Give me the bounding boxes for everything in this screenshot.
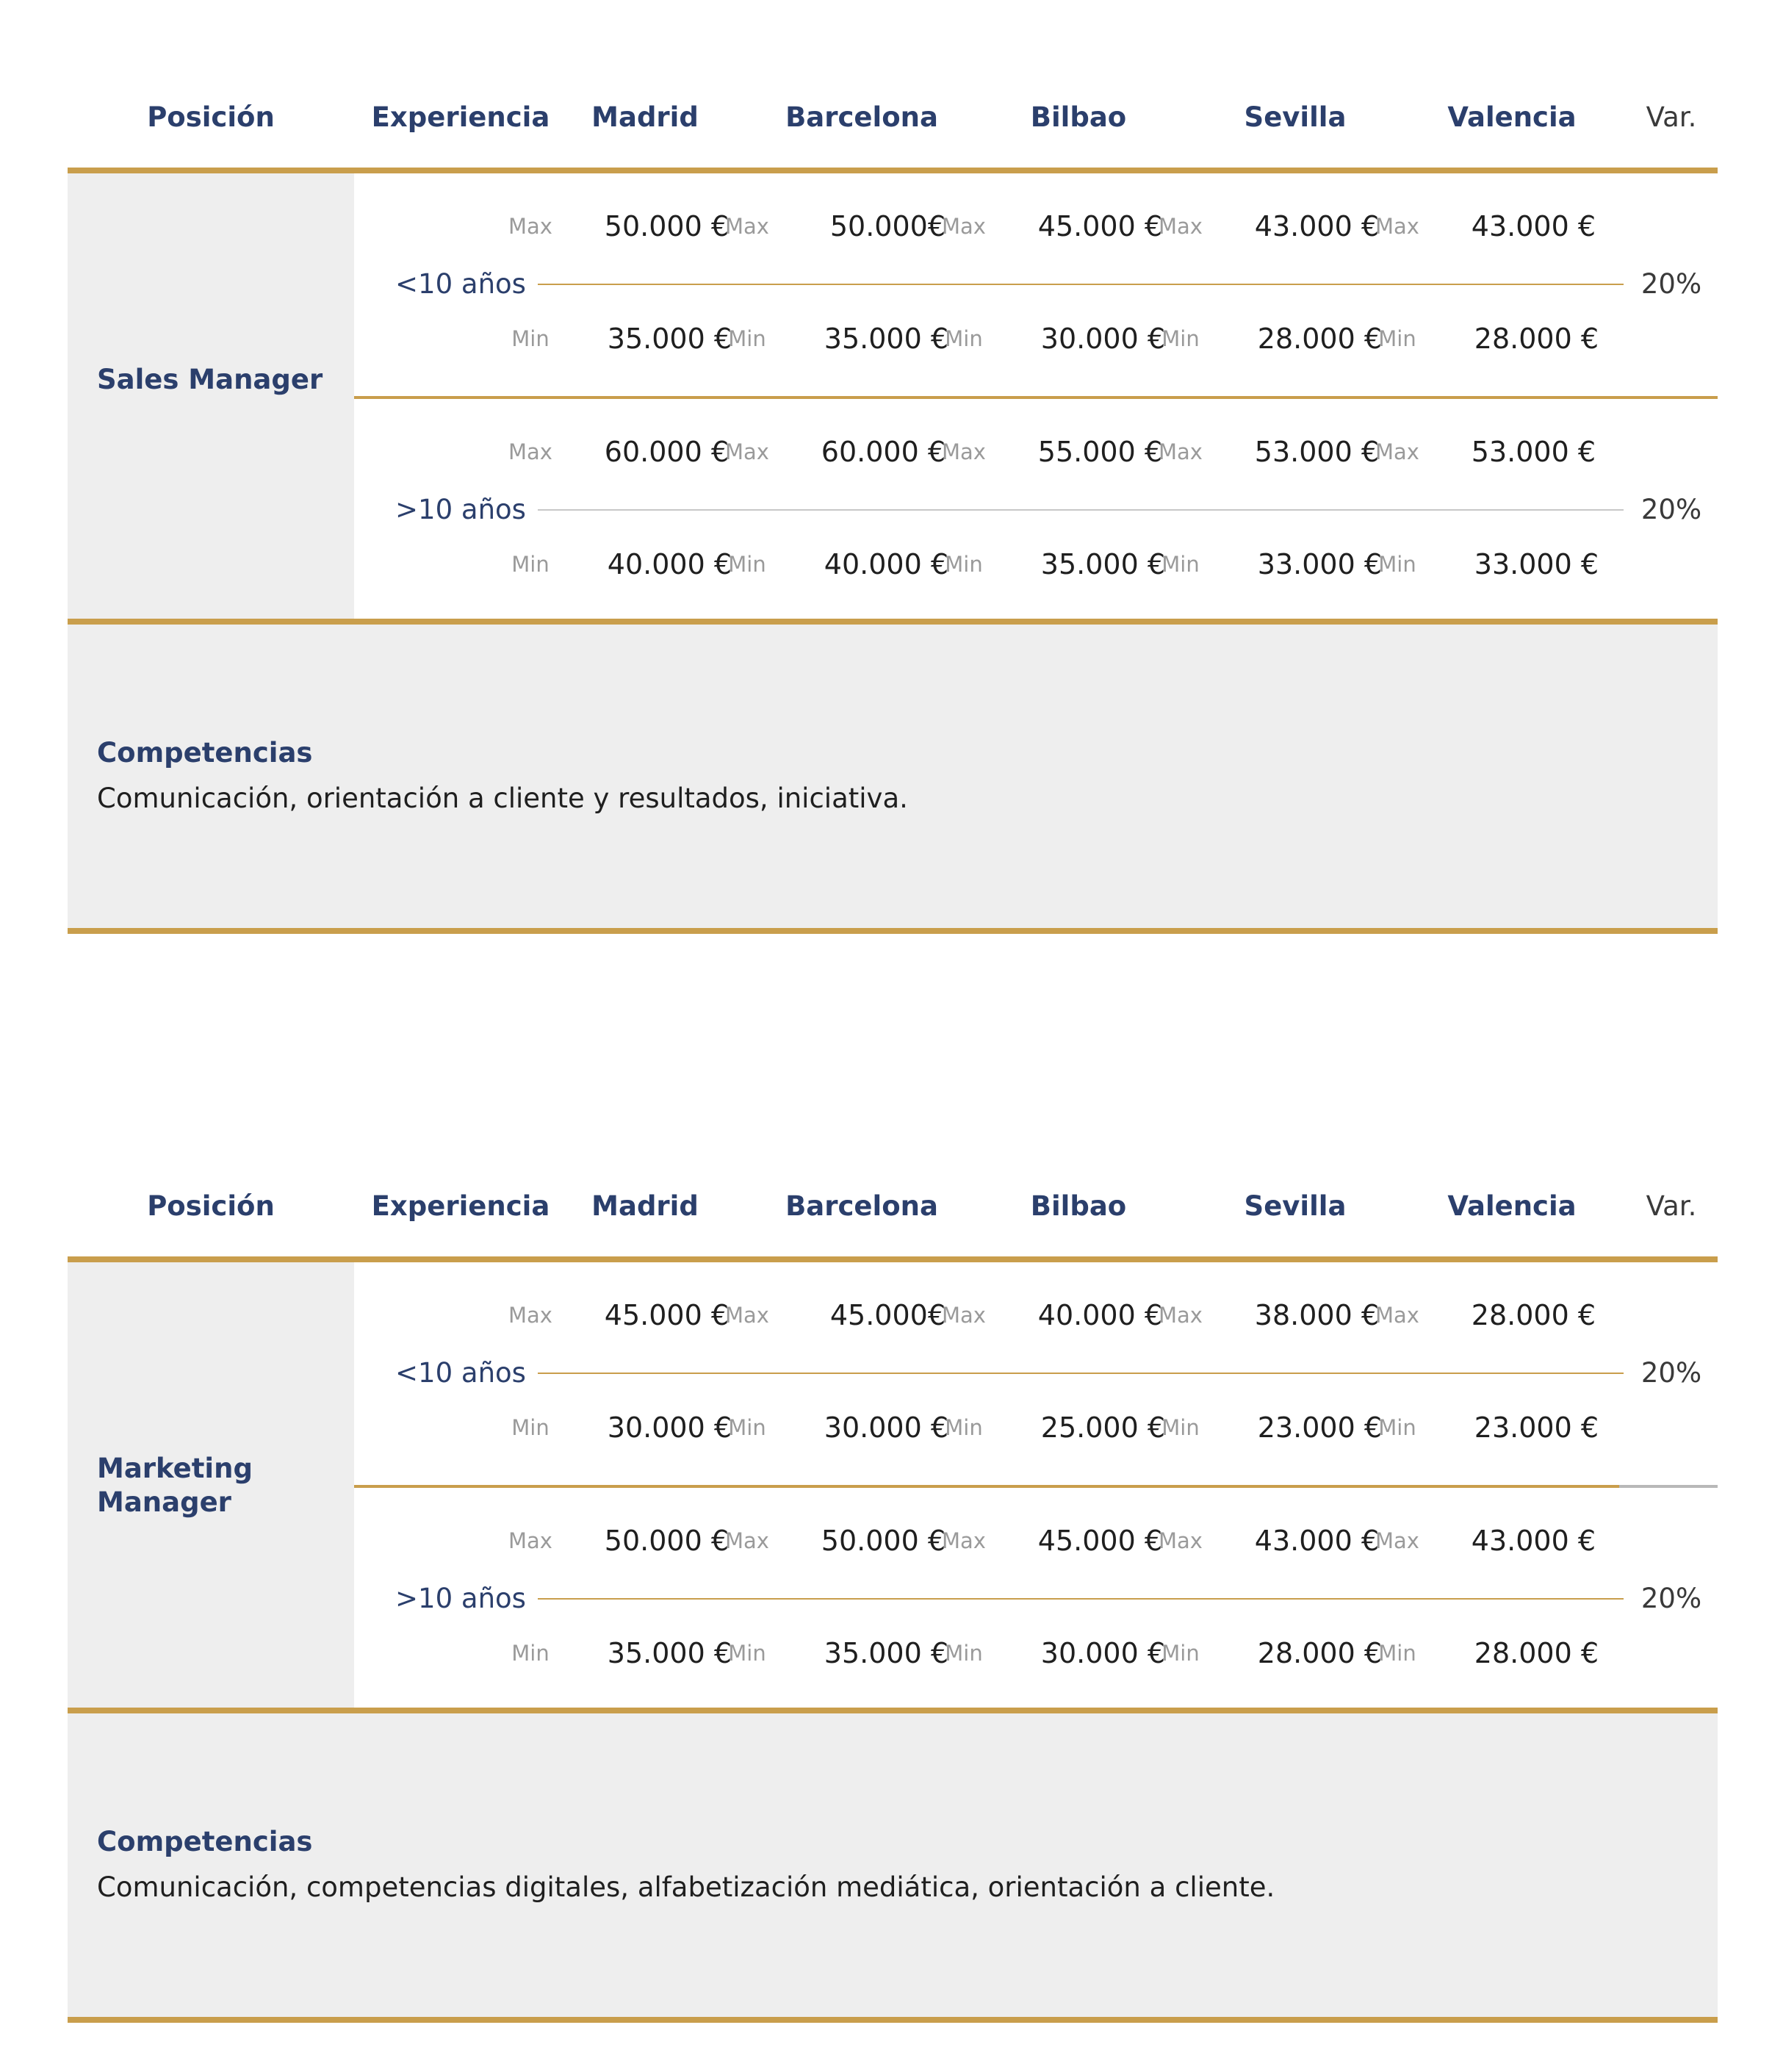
header-city: Sevilla xyxy=(1244,1190,1347,1222)
min-value: 28.000 € xyxy=(1474,323,1599,355)
max-value: 53.000 € xyxy=(1254,436,1379,468)
max-value: 45.000 € xyxy=(1037,210,1162,242)
max-min-divider xyxy=(538,284,1624,285)
min-label: Min xyxy=(945,1415,983,1440)
competencias-text: Comunicación, orientación a cliente y resultados, iniciativa. xyxy=(97,783,908,814)
max-label: Max xyxy=(725,214,769,239)
max-value: 43.000 € xyxy=(1254,1525,1379,1557)
experience-label: <10 años xyxy=(395,1357,526,1389)
max-label: Max xyxy=(508,439,552,464)
header-city: Barcelona xyxy=(785,1190,938,1222)
max-value: 43.000 € xyxy=(1471,1525,1596,1557)
position-name: Sales Manager xyxy=(97,364,323,395)
experience-label: >10 años xyxy=(395,1583,526,1614)
max-value: 50.000 € xyxy=(604,1525,729,1557)
header-divider xyxy=(68,1256,1718,1262)
max-label: Max xyxy=(1375,439,1419,464)
min-label: Min xyxy=(1161,1415,1200,1440)
min-label: Min xyxy=(1378,326,1416,351)
min-value: 23.000 € xyxy=(1257,1411,1382,1444)
max-label: Max xyxy=(942,214,986,239)
header-var: Var. xyxy=(1646,101,1697,133)
min-label: Min xyxy=(728,1641,766,1666)
min-label: Min xyxy=(945,1641,983,1666)
variable-percent: 20% xyxy=(1640,1357,1702,1389)
salary-table xyxy=(68,84,1718,959)
competencias-section xyxy=(68,1713,1718,2017)
max-value: 45.000€ xyxy=(829,1299,945,1331)
max-value: 38.000 € xyxy=(1254,1299,1379,1331)
header-city: Valencia xyxy=(1447,1190,1577,1222)
table-divider xyxy=(68,1708,1718,1713)
min-label: Min xyxy=(945,326,983,351)
max-value: 45.000 € xyxy=(1037,1525,1162,1557)
min-label: Min xyxy=(1378,1641,1416,1666)
max-value: 28.000 € xyxy=(1471,1299,1596,1331)
header-experiencia: Experiencia xyxy=(371,101,550,133)
competencias-section xyxy=(68,625,1718,928)
experience-row-divider xyxy=(354,396,1718,399)
min-value: 35.000 € xyxy=(607,1637,732,1669)
header-var: Var. xyxy=(1646,1190,1697,1222)
max-min-divider xyxy=(538,509,1624,511)
min-label: Min xyxy=(945,552,983,577)
max-label: Max xyxy=(508,214,552,239)
min-value: 30.000 € xyxy=(1040,1637,1165,1669)
max-label: Max xyxy=(725,439,769,464)
variable-percent: 20% xyxy=(1640,268,1702,300)
max-min-divider xyxy=(538,1598,1624,1600)
min-label: Min xyxy=(728,1415,766,1440)
max-value: 45.000 € xyxy=(604,1299,729,1331)
min-value: 30.000 € xyxy=(1040,323,1165,355)
experience-row-divider-end xyxy=(1619,1485,1718,1488)
experience-label: >10 años xyxy=(395,494,526,525)
max-label: Max xyxy=(1375,1528,1419,1553)
header-city: Madrid xyxy=(591,1190,699,1222)
max-label: Max xyxy=(725,1528,769,1553)
min-value: 28.000 € xyxy=(1474,1637,1599,1669)
header-divider xyxy=(68,168,1718,173)
position-name: Marketing Manager xyxy=(97,1453,253,1518)
min-value: 30.000 € xyxy=(824,1411,948,1444)
max-label: Max xyxy=(1159,439,1203,464)
competencias-text: Comunicación, competencias digitales, alfabetización mediática, orientación a cliente. xyxy=(97,1871,1275,1903)
min-label: Min xyxy=(511,326,550,351)
min-value: 35.000 € xyxy=(1040,548,1165,580)
min-label: Min xyxy=(1161,552,1200,577)
min-label: Min xyxy=(1378,552,1416,577)
min-label: Min xyxy=(511,552,550,577)
min-value: 28.000 € xyxy=(1257,1637,1382,1669)
header-city: Sevilla xyxy=(1244,101,1347,133)
max-label: Max xyxy=(942,1303,986,1328)
experience-row-divider xyxy=(354,1485,1619,1488)
min-value: 33.000 € xyxy=(1474,548,1599,580)
header-city: Bilbao xyxy=(1030,1190,1127,1222)
header-posicion: Posición xyxy=(147,101,275,133)
variable-percent: 20% xyxy=(1640,494,1702,525)
max-value: 43.000 € xyxy=(1471,210,1596,242)
header-city: Valencia xyxy=(1447,101,1577,133)
min-label: Min xyxy=(728,326,766,351)
max-value: 55.000 € xyxy=(1037,436,1162,468)
position-cell xyxy=(68,1262,354,1708)
min-value: 23.000 € xyxy=(1474,1411,1599,1444)
table-header xyxy=(68,1173,1718,1240)
min-value: 28.000 € xyxy=(1257,323,1382,355)
min-label: Min xyxy=(511,1641,550,1666)
variable-percent: 20% xyxy=(1640,1583,1702,1614)
header-city: Bilbao xyxy=(1030,101,1127,133)
header-city: Barcelona xyxy=(785,101,938,133)
min-label: Min xyxy=(1161,1641,1200,1666)
experience-label: <10 años xyxy=(395,268,526,300)
max-label: Max xyxy=(1375,1303,1419,1328)
max-value: 50.000 € xyxy=(821,1525,945,1557)
max-label: Max xyxy=(942,439,986,464)
max-value: 50.000€ xyxy=(829,210,945,242)
min-label: Min xyxy=(728,552,766,577)
max-label: Max xyxy=(1159,1303,1203,1328)
max-value: 60.000 € xyxy=(604,436,729,468)
max-value: 43.000 € xyxy=(1254,210,1379,242)
min-value: 35.000 € xyxy=(824,323,948,355)
max-label: Max xyxy=(942,1528,986,1553)
max-value: 50.000 € xyxy=(604,210,729,242)
min-value: 40.000 € xyxy=(607,548,732,580)
competencias-title: Competencias xyxy=(97,1826,313,1857)
competencias-bottom-border xyxy=(68,2017,1718,2023)
table-divider xyxy=(68,619,1718,625)
header-posicion: Posición xyxy=(147,1190,275,1222)
max-value: 40.000 € xyxy=(1037,1299,1162,1331)
min-value: 30.000 € xyxy=(607,1411,732,1444)
max-value: 53.000 € xyxy=(1471,436,1596,468)
max-label: Max xyxy=(1159,1528,1203,1553)
min-label: Min xyxy=(1378,1415,1416,1440)
competencias-bottom-border xyxy=(68,928,1718,934)
position-cell xyxy=(68,173,354,619)
max-label: Max xyxy=(725,1303,769,1328)
min-value: 35.000 € xyxy=(607,323,732,355)
max-label: Max xyxy=(1159,214,1203,239)
max-label: Max xyxy=(508,1303,552,1328)
salary-table xyxy=(68,1173,1718,2048)
max-label: Max xyxy=(1375,214,1419,239)
min-value: 40.000 € xyxy=(824,548,948,580)
min-value: 35.000 € xyxy=(824,1637,948,1669)
max-label: Max xyxy=(508,1528,552,1553)
competencias-title: Competencias xyxy=(97,737,313,769)
min-value: 33.000 € xyxy=(1257,548,1382,580)
min-label: Min xyxy=(1161,326,1200,351)
min-label: Min xyxy=(511,1415,550,1440)
max-min-divider xyxy=(538,1373,1624,1374)
min-value: 25.000 € xyxy=(1040,1411,1165,1444)
header-city: Madrid xyxy=(591,101,699,133)
header-experiencia: Experiencia xyxy=(371,1190,550,1222)
max-value: 60.000 € xyxy=(821,436,945,468)
table-header xyxy=(68,84,1718,151)
